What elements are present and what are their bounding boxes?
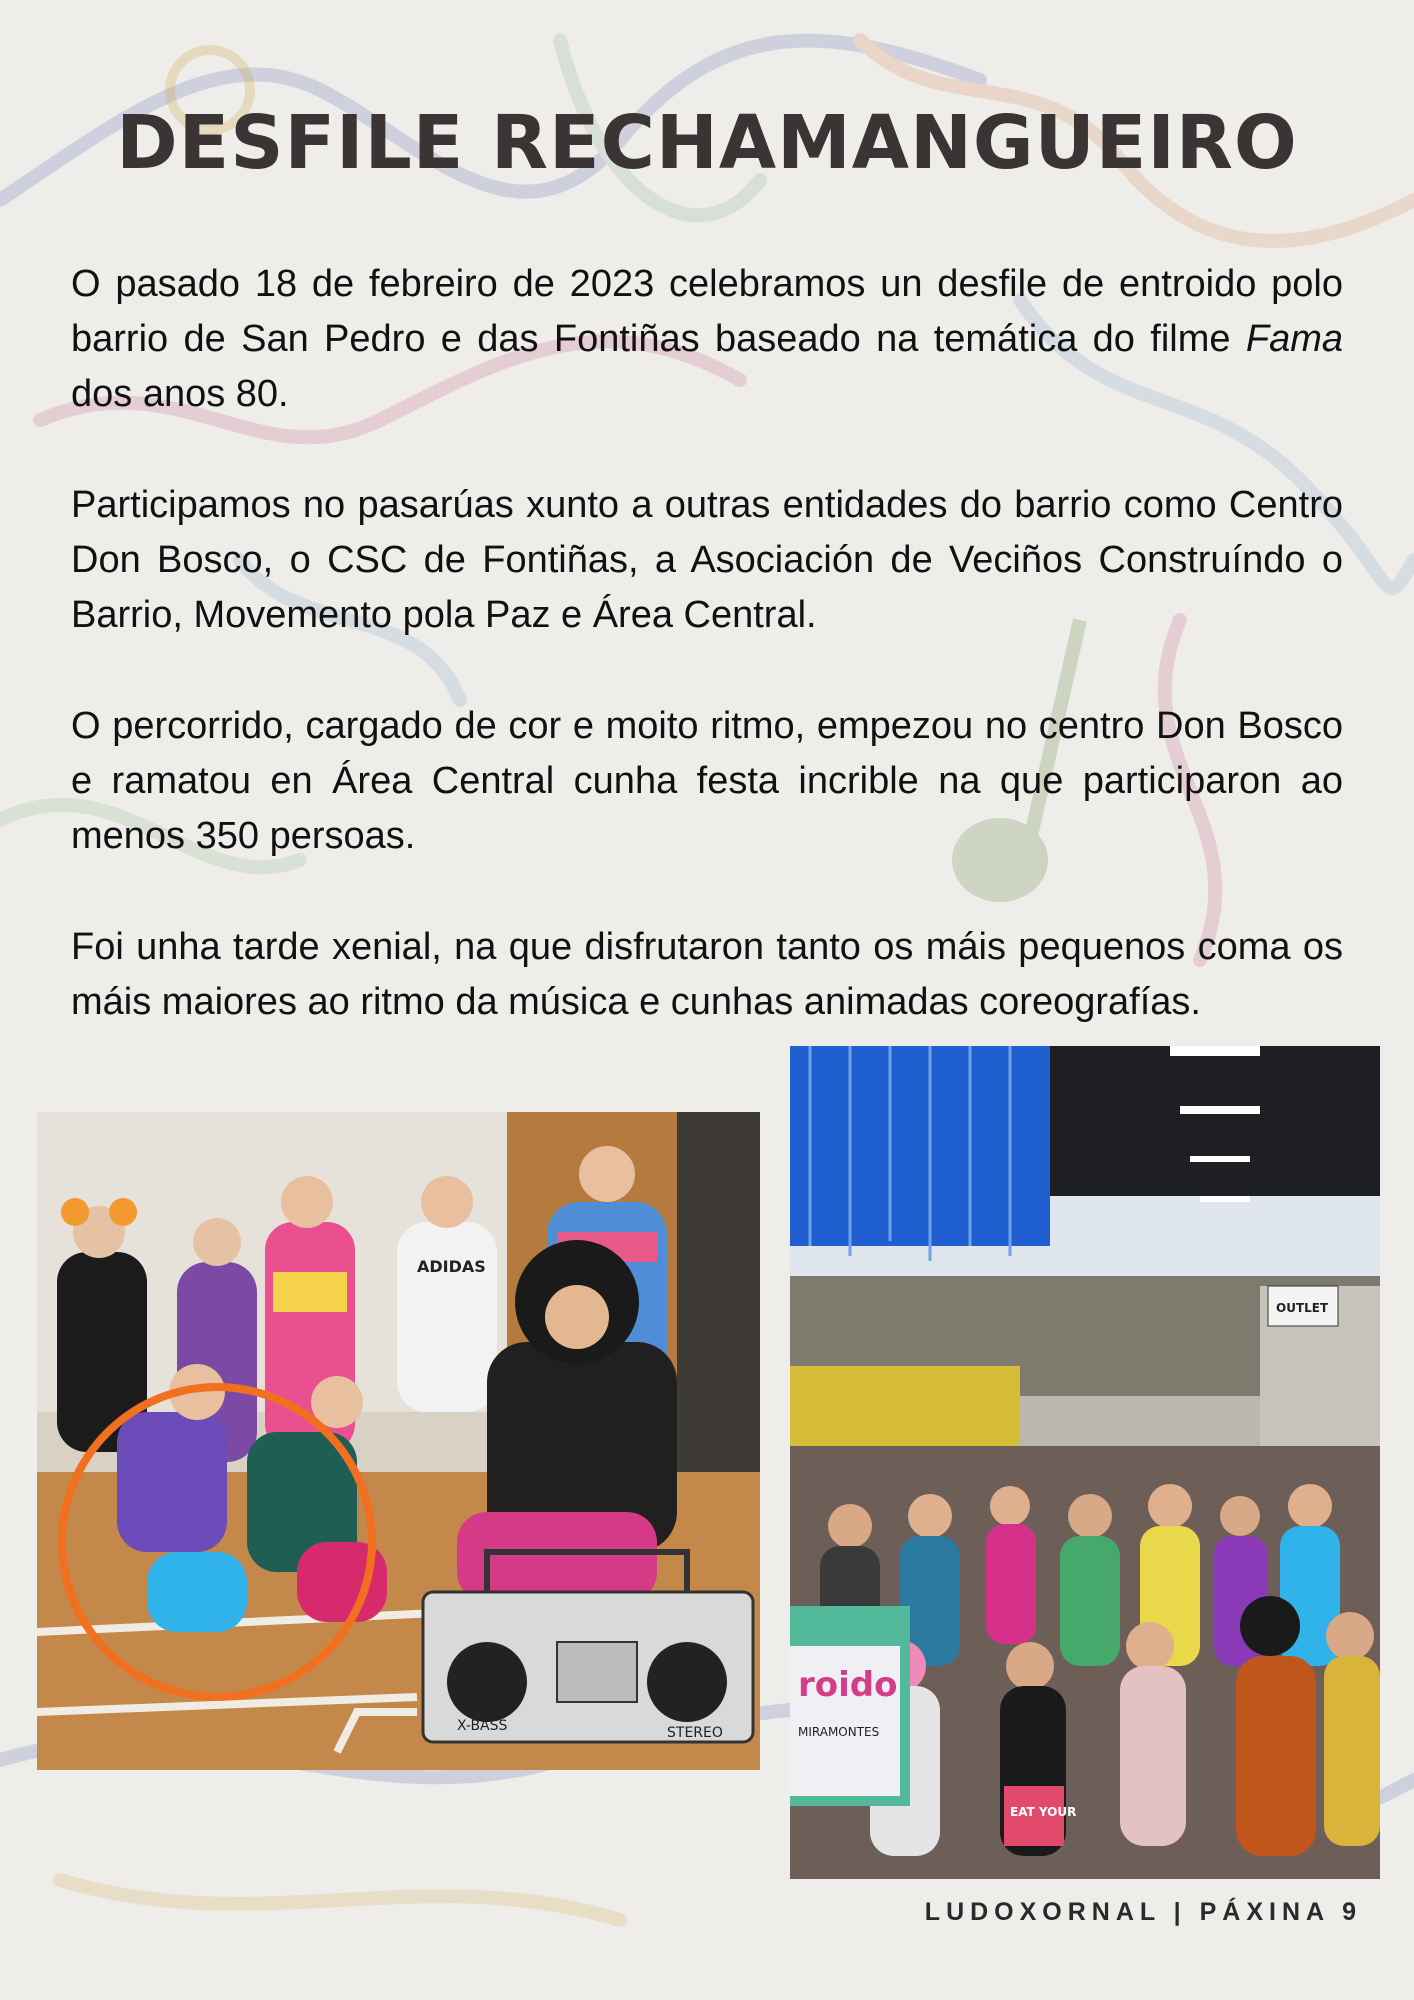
paragraph-intro-end: dos anos 80. bbox=[71, 373, 289, 415]
banner-text: roido bbox=[798, 1665, 898, 1705]
paragraph-intro bbox=[71, 257, 1343, 422]
banner-subtext: MIRAMONTES bbox=[798, 1725, 880, 1739]
child-shirt-text: EAT YOUR bbox=[1010, 1805, 1077, 1819]
boombox-label-left: X-BASS bbox=[457, 1718, 508, 1734]
parade-photo bbox=[790, 1046, 1380, 1879]
group-costumes-photo bbox=[37, 1112, 760, 1770]
paragraph-participants: Participamos no pasarúas xunto a outras entidades do barrio como Centro Don Bosco, o CSC de Fontiñas, a Asociación de Veciños Construíndo o Barrio, Movemento pola Paz e Área Central. bbox=[71, 484, 1343, 636]
paragraph-intro-part: O pasado 18 de febreiro de 2023 celebramos un desfile de entroido polo barrio de San Pedro e das Fontiñas baseado na temática do filme bbox=[71, 263, 1343, 360]
shirt-logo: ADIDAS bbox=[417, 1257, 486, 1276]
paragraph-route: O percorrido, cargado de cor e moito ritmo, empezou no centro Don Bosco e ramatou en Área Central cunha festa incrible na que participaron ao menos 350 persoas. bbox=[71, 705, 1343, 857]
page-title: DESFILE RECHAMANGUEIRO bbox=[116, 100, 1298, 186]
boombox-label-right: STEREO bbox=[667, 1725, 723, 1741]
shop-sign: OUTLET bbox=[1276, 1301, 1329, 1315]
page-footer: LUDOXORNAL | PÁXINA 9 bbox=[924, 1898, 1362, 1926]
paragraph-closing: Foi unha tarde xenial, na que disfrutaron tanto os máis pequenos coma os máis maiores ao ritmo da música e cunhas animadas coreografías. bbox=[71, 926, 1343, 1023]
film-title: Fama bbox=[1245, 318, 1343, 360]
